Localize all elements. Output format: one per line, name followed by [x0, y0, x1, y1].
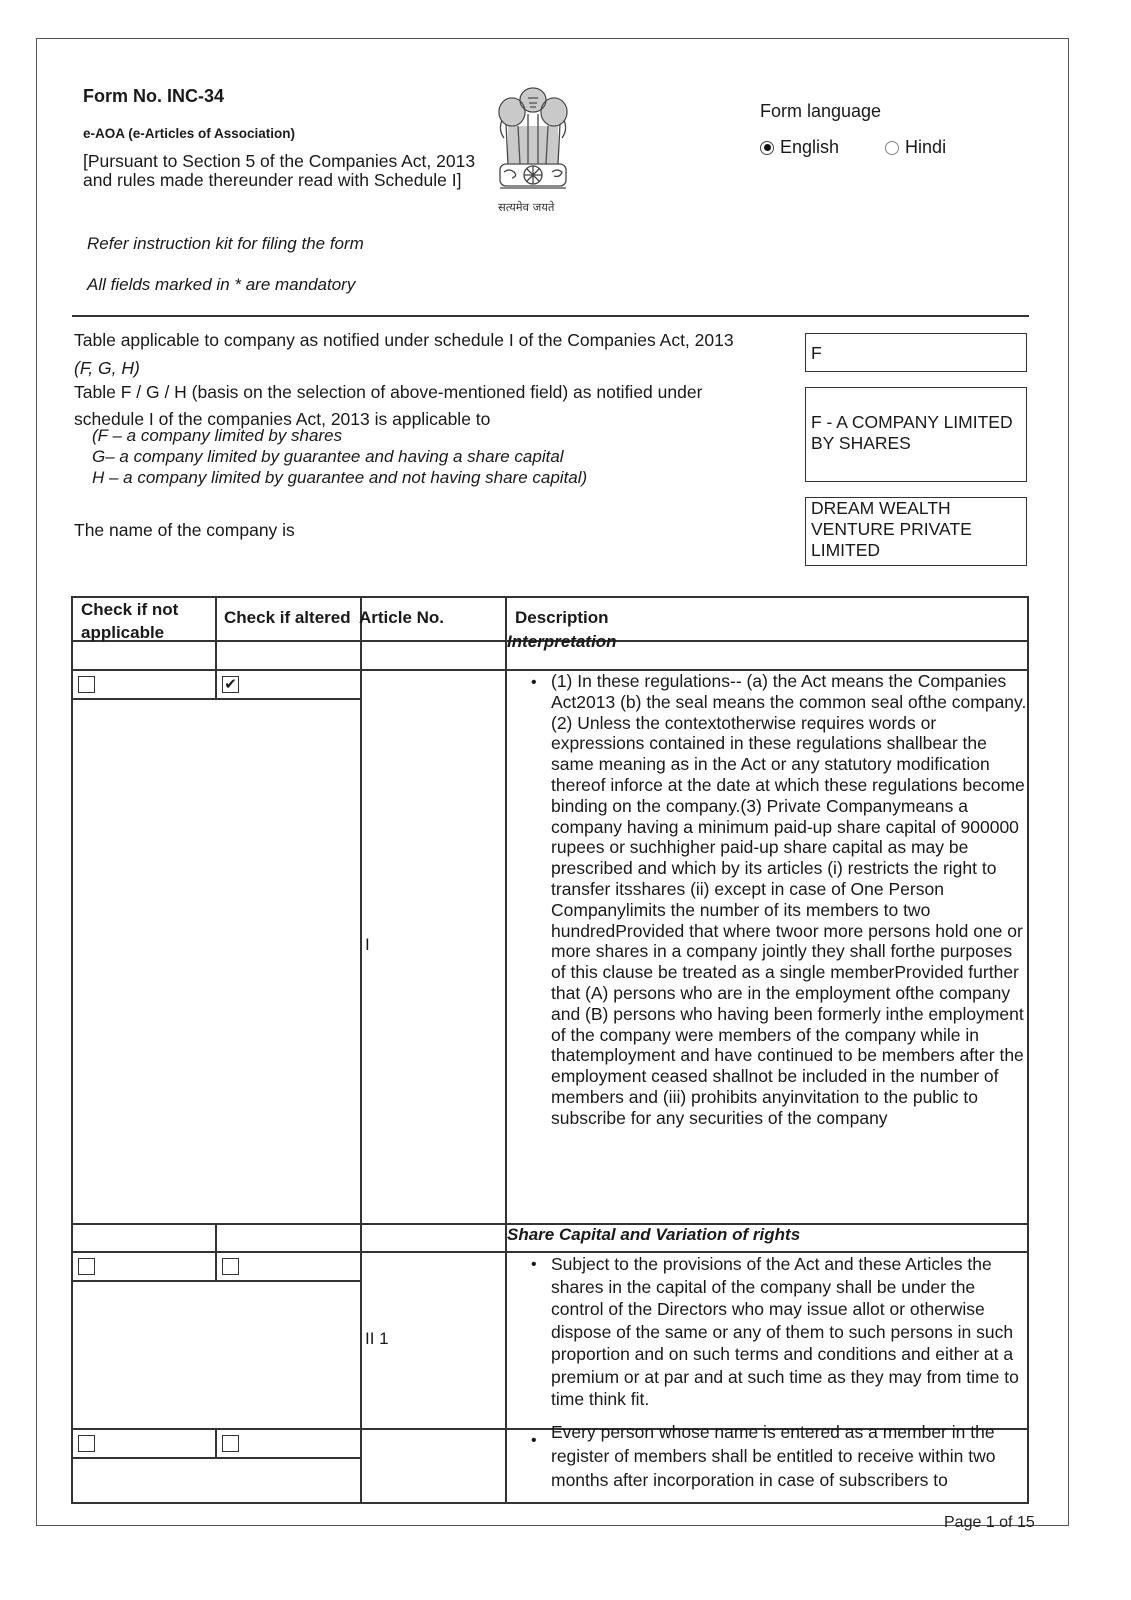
language-option-label: English	[780, 137, 840, 157]
header-altered: Check if altered	[224, 608, 351, 627]
pursuant-text: [Pursuant to Section 5 of the Companies Act, 2013 and rules made thereunder read with Schedule I]	[83, 151, 476, 190]
section-title-interpretation: Interpretation	[507, 632, 617, 651]
national-emblem-icon	[490, 82, 576, 222]
emblem-caption: सत्यमेव जयते	[498, 200, 555, 214]
form-language-label: Form language	[760, 101, 882, 121]
table-col-divider	[505, 596, 507, 1504]
altered-checkbox-checked[interactable]	[222, 676, 239, 693]
header-description: Description	[515, 608, 609, 627]
language-option-english[interactable]	[760, 137, 839, 158]
form-language-radio-group	[760, 137, 946, 158]
header-divider	[72, 315, 1029, 317]
company-name-field[interactable]: DREAM WEALTH VENTURE PRIVATE LIMITED	[805, 497, 1027, 566]
article-description: Subject to the provisions of the Act and these Articles the shares in the capital of the company shall be under the control of the Directors who may issue allot or otherwise dispose of the same or any of them to such persons in such proportion and on such terms and conditions and either at a premium or at par and at such time as they may from time to time think fit.	[551, 1254, 1019, 1409]
altered-checkbox[interactable]	[222, 1258, 239, 1275]
radio-selected-icon[interactable]	[760, 141, 774, 155]
header-article-no: Article No.	[359, 608, 445, 627]
article-description: Every person whose name is entered as a member in the register of members shall be entitled to receive within two months after incorporation in case of subscribers to	[551, 1422, 996, 1490]
table-applicable-options: (F, G, H)	[74, 358, 140, 378]
language-option-label: Hindi	[905, 137, 947, 157]
page-number: Page 1 of 15	[944, 1514, 1035, 1531]
table-border-left	[71, 596, 73, 1504]
table-col-divider	[215, 596, 217, 699]
table-col-divider	[215, 1223, 217, 1281]
table-basis-label-cont: schedule I of the companies Act, 2013 is applicable to	[74, 409, 491, 429]
table-col-divider	[215, 1428, 217, 1458]
language-option-hindi[interactable]	[885, 137, 946, 158]
radio-unselected-icon[interactable]	[885, 141, 899, 155]
table-legend	[92, 425, 587, 488]
mandatory-note: All fields marked in * are mandatory	[87, 275, 356, 294]
legend-f: (F – a company limited by shares	[92, 426, 343, 445]
not-applicable-checkbox[interactable]	[78, 1435, 95, 1452]
table-applicable-field[interactable]: F	[805, 333, 1027, 372]
table-col-divider	[360, 596, 362, 1504]
instruction-kit-note: Refer instruction kit for filing the form	[87, 234, 364, 253]
not-applicable-checkbox[interactable]	[78, 1258, 95, 1275]
article-number: I	[365, 935, 370, 954]
bullet-icon: •	[531, 674, 537, 691]
bullet-icon: •	[531, 1432, 537, 1449]
checkmark-icon: ✔	[224, 676, 237, 693]
table-basis-label: Table F / G / H (basis on the selection of above-mentioned field) as notified under	[74, 382, 703, 402]
legend-h: H – a company limited by guarantee and not having share capital)	[92, 468, 588, 487]
form-subtitle: e-AOA (e-Articles of Association)	[83, 126, 296, 141]
article-description: (1) In these regulations-- (a) the Act means the Companies Act2013 (b) the seal means the common seal ofthe company.(2) Unless the contextotherwise requires words or expressions contained in these regulations shallbear the same meaning as in the Act or any statutory modification thereof inforce at the date at which these regulations become binding on the company.(3) Private Companymeans a company having a minimum paid-up share capital of 900000 rupees or suchhigher paid-up share capital as may be prescribed and which by its articles (i) restricts the right to transfer itsshares (ii) except in case of One Person Companylimits the number of its members to two hundredProvided that where twoor more persons hold one or more shares in a company jointly they shall forthe purposes of this clause be treated as a single memberProvided further that (A) persons who are in the employment ofthe company and (B) persons who having been formerly inthe employment of the company were members of the company while in thatemployment and have continued to be members after the employment ceased shallnot be included in the number of members and (iii) prohibits anyinvitation to the public to subscribe for any securities of the company	[551, 671, 1027, 1128]
header-not-applicable: Check if not applicable	[81, 600, 179, 642]
table-border-right	[1027, 596, 1029, 1504]
table-border-bottom	[71, 1502, 1028, 1504]
section-title-share-capital: Share Capital and Variation of rights	[507, 1225, 801, 1244]
bullet-icon: •	[531, 1256, 537, 1273]
company-name-label: The name of the company is	[74, 520, 295, 540]
altered-checkbox[interactable]	[222, 1435, 239, 1452]
table-basis-field[interactable]: F - A COMPANY LIMITED BY SHARES	[805, 387, 1027, 482]
table-applicable-label: Table applicable to company as notified under schedule I of the Companies Act, 2013	[74, 330, 734, 350]
legend-g: G– a company limited by guarantee and having a share capital	[92, 447, 564, 466]
form-number: Form No. INC-34	[83, 86, 225, 106]
article-number: II 1	[365, 1329, 389, 1348]
not-applicable-checkbox[interactable]	[78, 676, 95, 693]
